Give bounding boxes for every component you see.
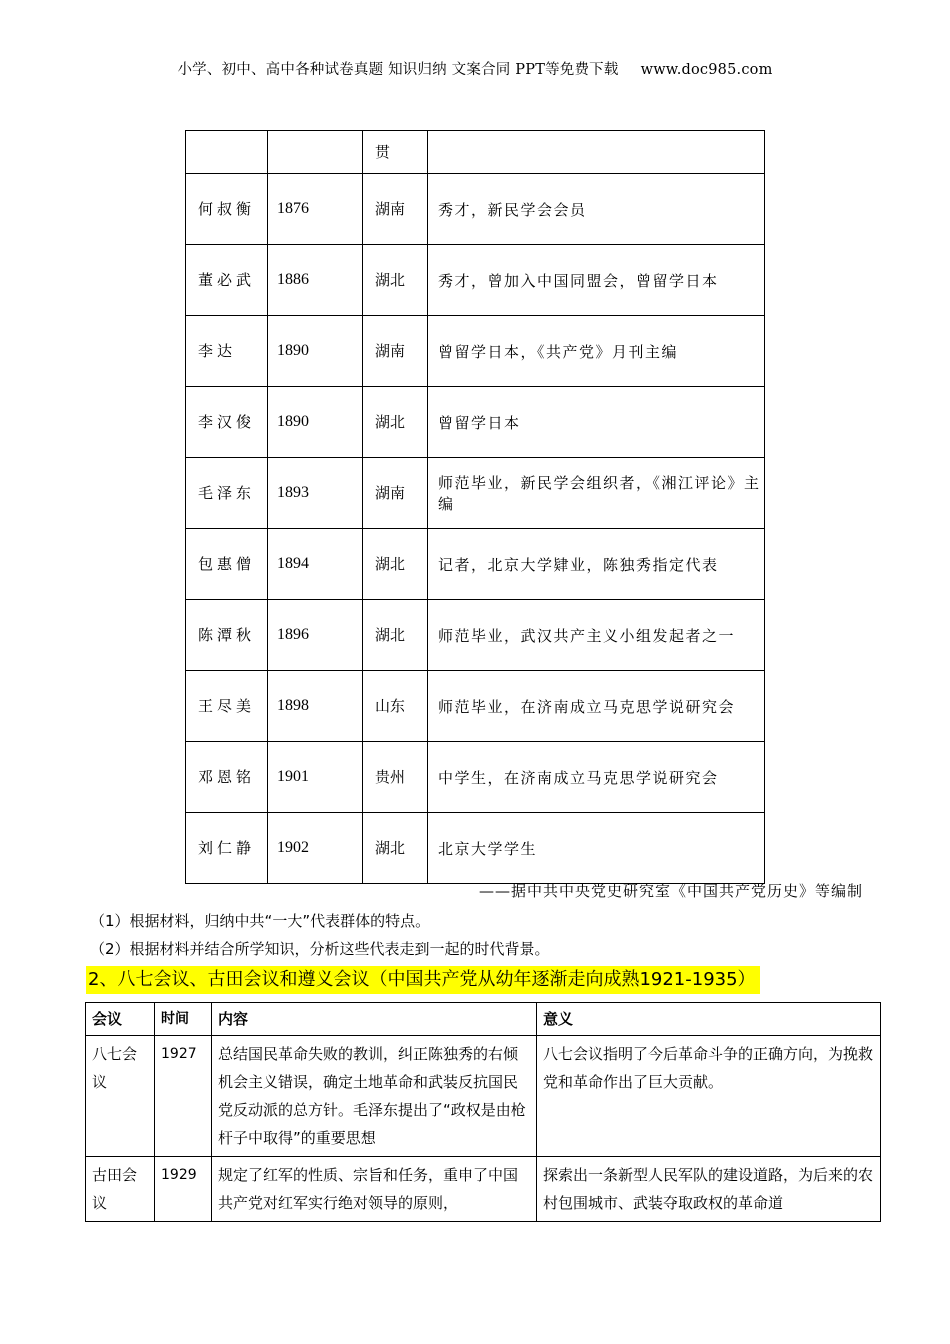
year-cell: 1886 — [268, 245, 363, 316]
desc-cell: 秀才，曾加入中国同盟会，曾留学日本 — [428, 245, 765, 316]
name-cell: 包惠僧 — [186, 529, 268, 600]
name-cell: 何叔衡 — [186, 174, 268, 245]
header-time: 时间 — [155, 1003, 212, 1036]
name-cell: 刘仁静 — [186, 813, 268, 884]
table-row — [186, 174, 765, 245]
place-cell: 贯 — [363, 131, 428, 174]
place-cell: 湖北 — [363, 600, 428, 671]
table-row — [186, 316, 765, 387]
header-text: 小学、初中、高中各种试卷真题 知识归纳 文案合同 PPT等免费下载 — [177, 62, 619, 78]
table-row — [186, 529, 765, 600]
place-cell: 湖北 — [363, 813, 428, 884]
year-cell: 1894 — [268, 529, 363, 600]
year-cell: 1876 — [268, 174, 363, 245]
name-cell: 王尽美 — [186, 671, 268, 742]
table-row — [86, 1157, 881, 1222]
year-cell: 1898 — [268, 671, 363, 742]
section-title: 2、八七会议、古田会议和遵义会议（中国共产党从幼年逐渐走向成熟1921-1935） — [86, 966, 760, 994]
year-cell: 1896 — [268, 600, 363, 671]
desc-cell: 师范毕业，在济南成立马克思学说研究会 — [428, 671, 765, 742]
place-cell: 湖南 — [363, 458, 428, 529]
question-1: （1）根据材料，归纳中共“一大”代表群体的特点。 — [90, 912, 431, 930]
year-cell: 1893 — [268, 458, 363, 529]
desc-cell: 秀才，新民学会会员 — [428, 174, 765, 245]
table-row — [186, 458, 765, 529]
delegate-table — [185, 130, 765, 884]
year-cell — [268, 131, 363, 174]
place-cell: 湖北 — [363, 245, 428, 316]
table-row — [186, 813, 765, 884]
table-row — [186, 742, 765, 813]
meeting-meaning-cell: 八七会议指明了今后革命斗争的正确方向，为挽救党和革命作出了巨大贡献。 — [537, 1036, 881, 1157]
table-row — [186, 387, 765, 458]
place-cell: 湖北 — [363, 387, 428, 458]
header-content: 内容 — [212, 1003, 537, 1036]
meeting-content-cell: 总结国民革命失败的教训，纠正陈独秀的右倾机会主义错误，确定土地革命和武装反抗国民党反动派的总方针。毛泽东提出了“政权是由枪杆子中取得”的重要思想 — [212, 1036, 537, 1157]
desc-cell: 曾留学日本 — [428, 387, 765, 458]
desc-cell: 北京大学学生 — [428, 813, 765, 884]
name-cell: 李汉俊 — [186, 387, 268, 458]
page-header — [0, 58, 950, 79]
place-cell: 湖南 — [363, 174, 428, 245]
year-cell: 1902 — [268, 813, 363, 884]
year-cell: 1890 — [268, 316, 363, 387]
desc-cell: 记者，北京大学肄业，陈独秀指定代表 — [428, 529, 765, 600]
meeting-table — [85, 1002, 881, 1222]
desc-cell: 师范毕业，新民学会组织者，《湘江评论》主编 — [428, 458, 765, 529]
name-cell: 陈潭秋 — [186, 600, 268, 671]
meeting-name-cell: 八七会议 — [86, 1036, 155, 1157]
meeting-content-cell: 规定了红军的性质、宗旨和任务，重申了中国共产党对红军实行绝对领导的原则， — [212, 1157, 537, 1222]
place-cell: 湖南 — [363, 316, 428, 387]
table-row — [186, 600, 765, 671]
meeting-time-cell: 1927 — [155, 1036, 212, 1157]
name-cell — [186, 131, 268, 174]
year-cell: 1890 — [268, 387, 363, 458]
header-name: 会议 — [86, 1003, 155, 1036]
table-row — [186, 245, 765, 316]
table-header-row — [86, 1003, 881, 1036]
name-cell: 毛泽东 — [186, 458, 268, 529]
meeting-meaning-cell: 探索出一条新型人民军队的建设道路，为后来的农村包围城市、武装夺取政权的革命道 — [537, 1157, 881, 1222]
meeting-time-cell: 1929 — [155, 1157, 212, 1222]
header-meaning: 意义 — [537, 1003, 881, 1036]
desc-cell: 中学生，在济南成立马克思学说研究会 — [428, 742, 765, 813]
source-note: ——据中共中央党史研究室《中国共产党历史》等编制 — [478, 882, 863, 900]
place-cell: 山东 — [363, 671, 428, 742]
meeting-name-cell: 古田会议 — [86, 1157, 155, 1222]
table-row — [86, 1036, 881, 1157]
name-cell: 董必武 — [186, 245, 268, 316]
name-cell: 李达 — [186, 316, 268, 387]
question-2: （2）根据材料并结合所学知识，分析这些代表走到一起的时代背景。 — [90, 940, 550, 958]
year-cell: 1901 — [268, 742, 363, 813]
header-site: www.doc985.com — [640, 62, 773, 78]
table-row — [186, 671, 765, 742]
desc-cell: 师范毕业，武汉共产主义小组发起者之一 — [428, 600, 765, 671]
table-row — [186, 131, 765, 174]
place-cell: 湖北 — [363, 529, 428, 600]
name-cell: 邓恩铭 — [186, 742, 268, 813]
desc-cell — [428, 131, 765, 174]
place-cell: 贵州 — [363, 742, 428, 813]
desc-cell: 曾留学日本，《共产党》月刊主编 — [428, 316, 765, 387]
